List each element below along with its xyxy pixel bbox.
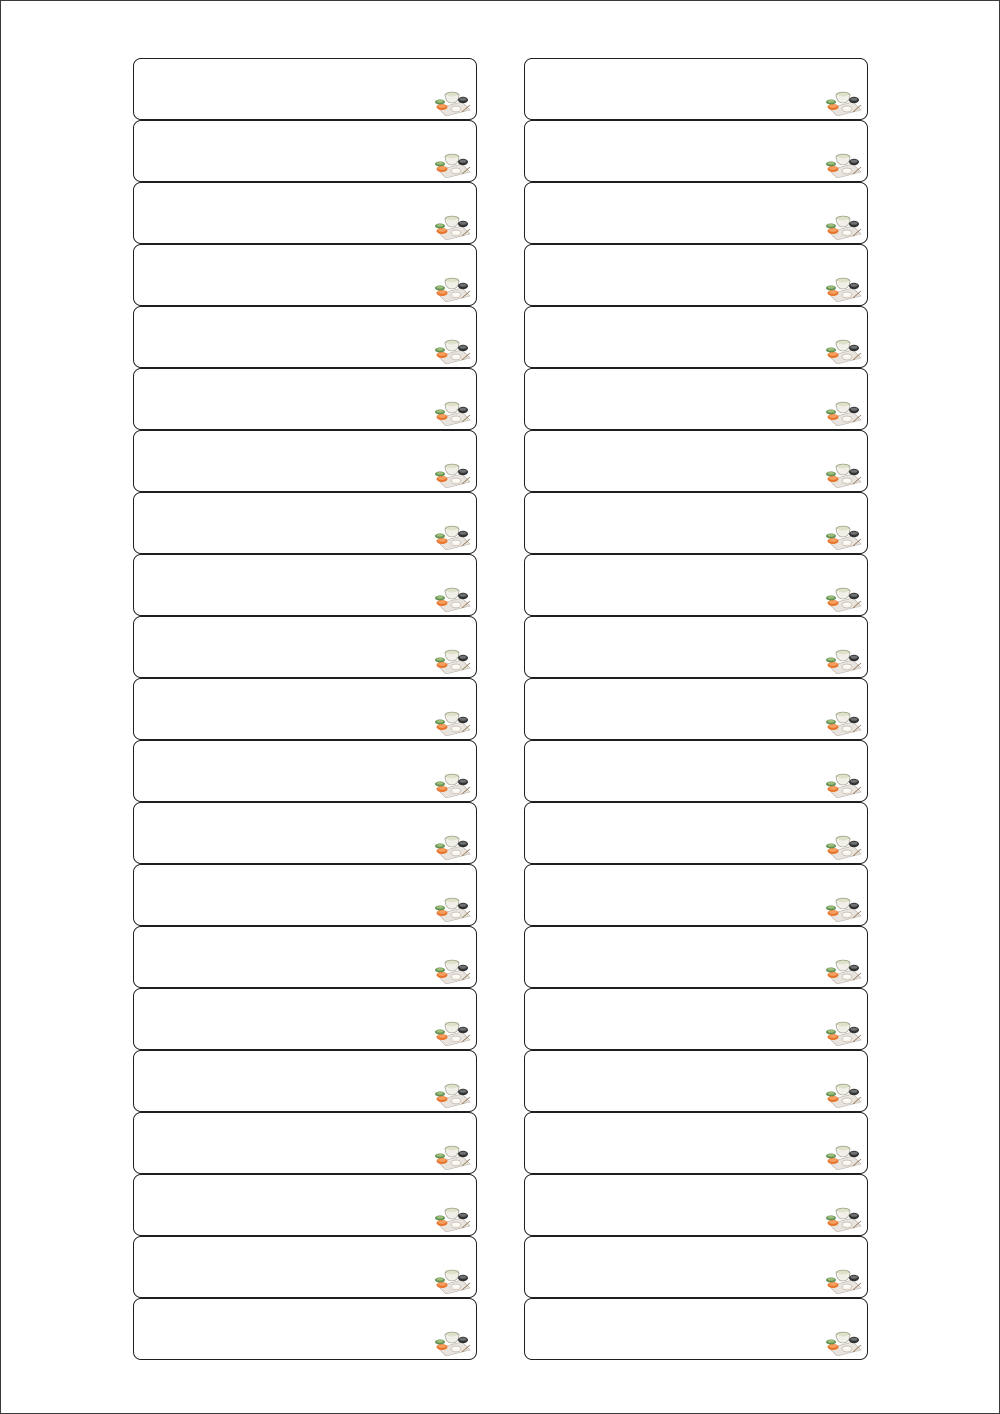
blank-label[interactable]	[524, 864, 868, 926]
food-bowls-icon	[432, 830, 472, 860]
food-bowls-icon	[432, 520, 472, 550]
blank-label[interactable]	[133, 554, 477, 616]
blank-label[interactable]	[133, 1112, 477, 1174]
food-bowls-icon	[432, 334, 472, 364]
food-bowls-icon	[432, 768, 472, 798]
blank-label[interactable]	[133, 1050, 477, 1112]
food-bowls-icon	[432, 396, 472, 426]
blank-label[interactable]	[524, 1174, 868, 1236]
food-bowls-icon	[823, 892, 863, 922]
food-bowls-icon	[823, 272, 863, 302]
blank-label[interactable]	[524, 554, 868, 616]
blank-label[interactable]	[133, 368, 477, 430]
food-bowls-icon	[432, 148, 472, 178]
food-bowls-icon	[823, 954, 863, 984]
food-bowls-icon	[823, 1264, 863, 1294]
blank-label[interactable]	[133, 678, 477, 740]
blank-label[interactable]	[133, 740, 477, 802]
food-bowls-icon	[432, 954, 472, 984]
food-bowls-icon	[823, 458, 863, 488]
food-bowls-icon	[432, 1202, 472, 1232]
blank-label[interactable]	[133, 1236, 477, 1298]
food-bowls-icon	[432, 1140, 472, 1170]
food-bowls-icon	[432, 582, 472, 612]
food-bowls-icon	[432, 1078, 472, 1108]
food-bowls-icon	[432, 1264, 472, 1294]
blank-label[interactable]	[133, 1174, 477, 1236]
food-bowls-icon	[823, 210, 863, 240]
blank-label[interactable]	[524, 306, 868, 368]
blank-label[interactable]	[524, 988, 868, 1050]
food-bowls-icon	[823, 1016, 863, 1046]
food-bowls-icon	[432, 272, 472, 302]
blank-label[interactable]	[133, 988, 477, 1050]
blank-label[interactable]	[133, 492, 477, 554]
food-bowls-icon	[823, 830, 863, 860]
blank-label[interactable]	[524, 244, 868, 306]
food-bowls-icon	[432, 706, 472, 736]
blank-label[interactable]	[524, 1112, 868, 1174]
blank-label[interactable]	[524, 1298, 868, 1360]
food-bowls-icon	[823, 768, 863, 798]
blank-label[interactable]	[133, 58, 477, 120]
blank-label[interactable]	[524, 926, 868, 988]
blank-label[interactable]	[524, 802, 868, 864]
blank-label[interactable]	[524, 678, 868, 740]
blank-label[interactable]	[524, 120, 868, 182]
food-bowls-icon	[432, 1016, 472, 1046]
blank-label[interactable]	[133, 120, 477, 182]
food-bowls-icon	[432, 210, 472, 240]
food-bowls-icon	[432, 86, 472, 116]
blank-label[interactable]	[524, 368, 868, 430]
food-bowls-icon	[823, 334, 863, 364]
food-bowls-icon	[823, 1202, 863, 1232]
blank-label[interactable]	[524, 58, 868, 120]
label-column-right	[524, 58, 868, 1360]
food-bowls-icon	[823, 148, 863, 178]
blank-label[interactable]	[133, 306, 477, 368]
food-bowls-icon	[823, 706, 863, 736]
blank-label[interactable]	[524, 182, 868, 244]
food-bowls-icon	[823, 1140, 863, 1170]
blank-label[interactable]	[524, 616, 868, 678]
blank-label[interactable]	[133, 1298, 477, 1360]
blank-label[interactable]	[524, 1050, 868, 1112]
food-bowls-icon	[432, 892, 472, 922]
food-bowls-icon	[823, 1326, 863, 1356]
blank-label[interactable]	[524, 740, 868, 802]
blank-label[interactable]	[133, 864, 477, 926]
blank-label[interactable]	[133, 802, 477, 864]
blank-label[interactable]	[133, 926, 477, 988]
blank-label[interactable]	[133, 182, 477, 244]
blank-label[interactable]	[524, 492, 868, 554]
blank-label[interactable]	[133, 244, 477, 306]
food-bowls-icon	[823, 644, 863, 674]
food-bowls-icon	[823, 582, 863, 612]
food-bowls-icon	[823, 520, 863, 550]
food-bowls-icon	[823, 1078, 863, 1108]
food-bowls-icon	[432, 1326, 472, 1356]
food-bowls-icon	[432, 644, 472, 674]
blank-label[interactable]	[524, 430, 868, 492]
blank-label[interactable]	[133, 616, 477, 678]
blank-label[interactable]	[133, 430, 477, 492]
label-column-left	[133, 58, 477, 1360]
food-bowls-icon	[432, 458, 472, 488]
food-bowls-icon	[823, 396, 863, 426]
blank-label[interactable]	[524, 1236, 868, 1298]
food-bowls-icon	[823, 86, 863, 116]
